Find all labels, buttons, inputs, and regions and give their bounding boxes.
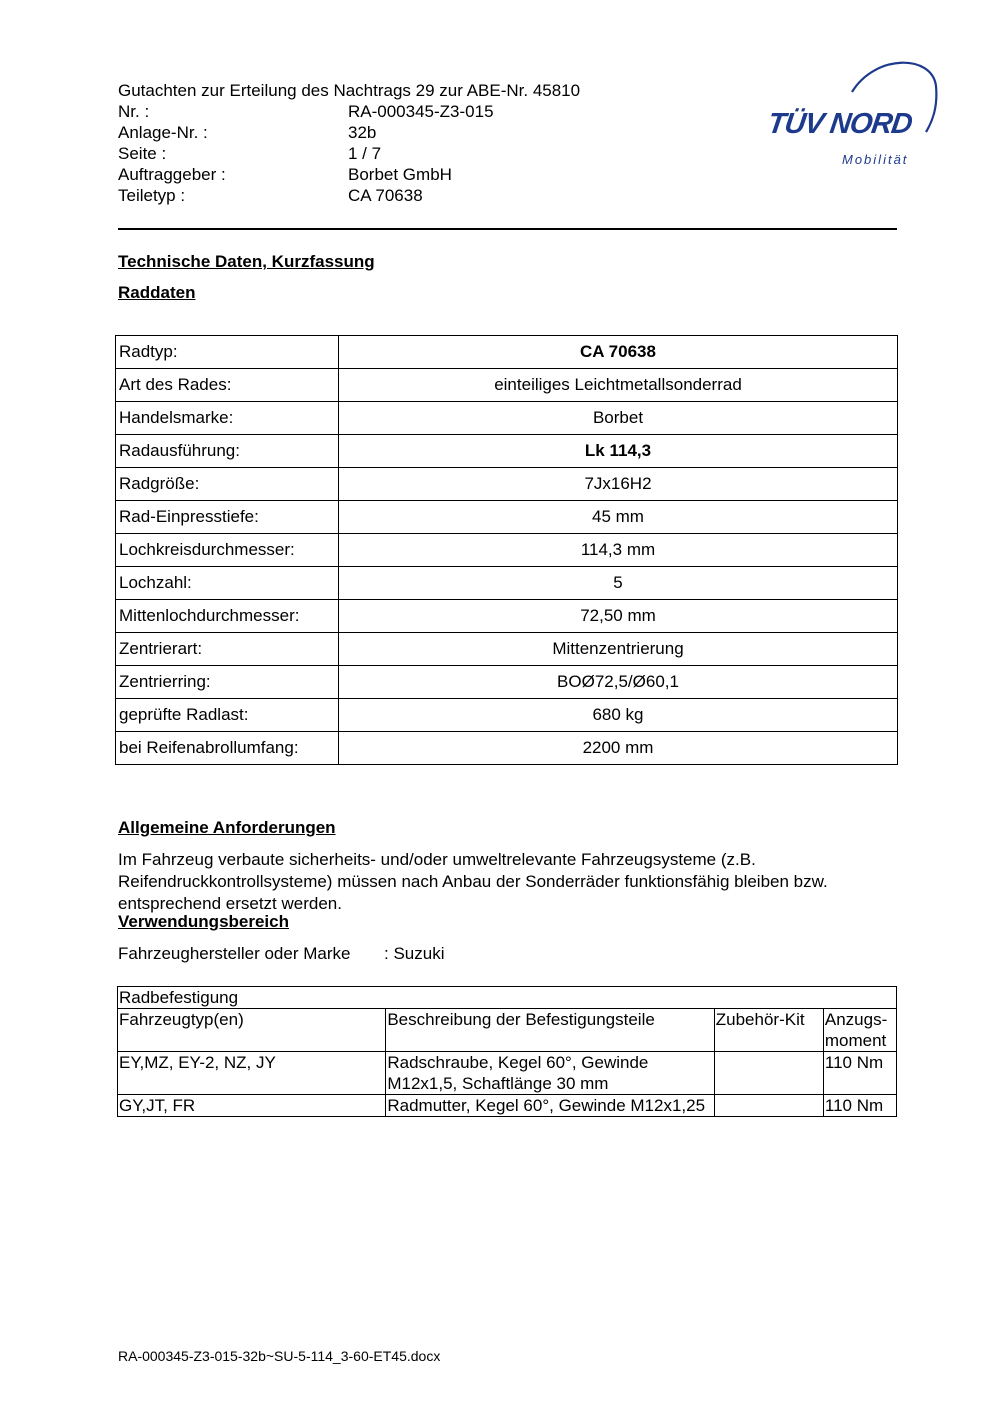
row-label: Zentrierart: (116, 633, 339, 666)
header-value: Borbet GmbH (348, 165, 452, 184)
logo-subtitle: Mobilität (842, 152, 909, 167)
document-title: Gutachten zur Erteilung des Nachtrags 29 zur ABE-Nr. 45810 (118, 81, 581, 100)
column-header: Beschreibung der Befestigungsteile (386, 1009, 714, 1052)
column-header: Zubehör-Kit (714, 1009, 823, 1052)
row-value: 45 mm (339, 501, 898, 534)
section-title-verwendung: Verwendungsbereich (118, 912, 289, 931)
table-cell (714, 1095, 823, 1117)
hersteller-value: : Suzuki (384, 944, 445, 963)
table-cell (714, 1052, 823, 1095)
document-header (118, 80, 580, 206)
footer-filename: RA-000345-Z3-015-32b~SU-5-114_3-60-ET45.docx (118, 1348, 441, 1364)
logo-brand: TÜV NORD (765, 108, 914, 140)
hersteller-line (118, 943, 908, 965)
column-header-anzugsmoment: Anzugs-moment (823, 1009, 896, 1052)
allgemein-text: Im Fahrzeug verbaute sicherheits- und/oder umweltrelevante Fahrzeugsysteme (z.B. Reifendruckkontrollsysteme) müssen nach Anbau der Sonderräder funktionsfähig bleiben bzw. entsprechend ersetzt werden. (118, 850, 828, 913)
column-header: Fahrzeugtyp(en) (118, 1009, 386, 1052)
header-label: Seite : (118, 144, 167, 163)
row-value: einteiliges Leichtmetallsonderrad (339, 369, 898, 402)
header-value: 32b (348, 123, 377, 142)
row-value: 7Jx16H2 (339, 468, 898, 501)
header-row-seite (118, 143, 580, 164)
table-row (116, 336, 898, 369)
table-row (116, 699, 898, 732)
row-value: 5 (339, 567, 898, 600)
row-value: CA 70638 (339, 336, 898, 369)
row-label: Zentrierring: (116, 666, 339, 699)
row-value: 680 kg (339, 699, 898, 732)
header-row-auftraggeber (118, 164, 580, 185)
table-row (118, 1095, 897, 1117)
table-row (116, 468, 898, 501)
table-cell: 110 Nm (823, 1052, 896, 1095)
table-row (116, 534, 898, 567)
row-label: Radtyp: (116, 336, 339, 369)
row-label: Radausführung: (116, 435, 339, 468)
table-cell: GY,JT, FR (118, 1095, 386, 1117)
header-value: RA-000345-Z3-015 (348, 102, 494, 121)
table-row (116, 732, 898, 765)
header-label: Anlage-Nr. : (118, 123, 208, 142)
raddaten-table (115, 335, 898, 765)
row-label: Lochkreisdurchmesser: (116, 534, 339, 567)
row-label: Radgröße: (116, 468, 339, 501)
row-value: BOØ72,5/Ø60,1 (339, 666, 898, 699)
header-row-nr (118, 101, 580, 122)
row-value: Mittenzentrierung (339, 633, 898, 666)
table-cell: EY,MZ, EY-2, NZ, JY (118, 1052, 386, 1095)
row-value: 2200 mm (339, 732, 898, 765)
row-label: bei Reifenabrollumfang: (116, 732, 339, 765)
table-caption: Radbefestigung (118, 987, 897, 1009)
row-label: Art des Rades: (116, 369, 339, 402)
row-label: geprüfte Radlast: (116, 699, 339, 732)
section-title-technische-daten: Technische Daten, Kurzfassung (118, 252, 375, 271)
table-row (116, 501, 898, 534)
header-divider (118, 228, 897, 230)
header-label: Auftraggeber : (118, 165, 226, 184)
table-row (116, 567, 898, 600)
row-value: Lk 114,3 (339, 435, 898, 468)
table-caption-row (118, 987, 897, 1009)
header-row-anlage (118, 122, 580, 143)
row-value: Borbet (339, 402, 898, 435)
row-value: 114,3 mm (339, 534, 898, 567)
table-row (118, 1052, 897, 1095)
row-label: Lochzahl: (116, 567, 339, 600)
radbefestigung-table (117, 986, 897, 1117)
section-title-allgemein: Allgemeine Anforderungen (118, 818, 336, 837)
table-row (116, 369, 898, 402)
row-label: Mittenlochdurchmesser: (116, 600, 339, 633)
row-label: Handelsmarke: (116, 402, 339, 435)
table-row (116, 402, 898, 435)
section-title-raddaten: Raddaten (118, 283, 196, 302)
hersteller-label: Fahrzeughersteller oder Marke (118, 944, 351, 963)
row-value: 72,50 mm (339, 600, 898, 633)
table-header-row (118, 1009, 897, 1052)
header-value: 1 / 7 (348, 144, 382, 163)
header-row-teiletyp (118, 185, 580, 206)
table-row (116, 435, 898, 468)
table-row (116, 666, 898, 699)
tuv-nord-logo (760, 56, 940, 171)
table-row (116, 633, 898, 666)
header-label: Teiletyp : (118, 186, 186, 205)
row-label: Rad-Einpresstiefe: (116, 501, 339, 534)
table-cell: Radschraube, Kegel 60°, Gewinde M12x1,5, Schaftlänge 30 mm (386, 1052, 714, 1095)
header-value: CA 70638 (348, 186, 423, 205)
table-cell: 110 Nm (823, 1095, 896, 1117)
table-cell: Radmutter, Kegel 60°, Gewinde M12x1,25 (386, 1095, 714, 1117)
table-row (116, 600, 898, 633)
header-label: Nr. : (118, 102, 150, 121)
